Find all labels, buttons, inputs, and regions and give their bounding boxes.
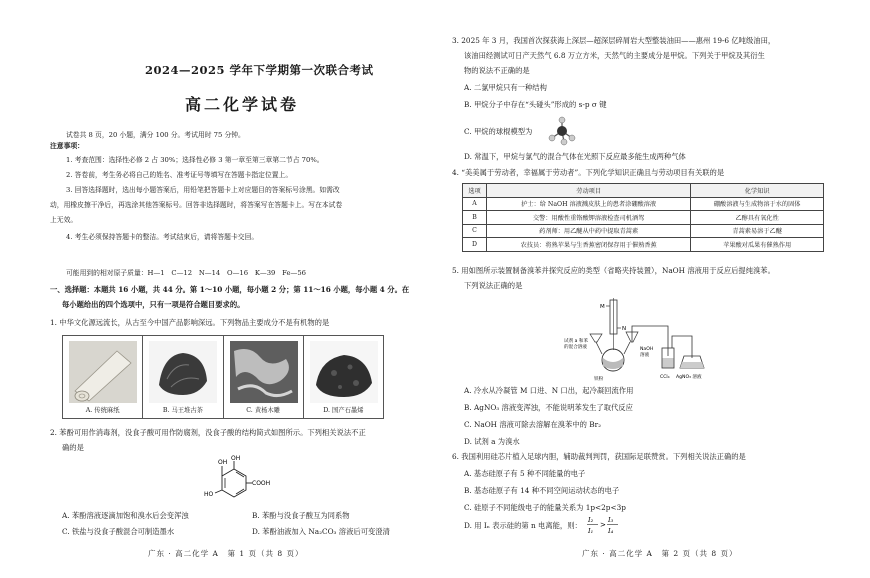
table-cell: D bbox=[463, 238, 487, 252]
iron-label: 铁粉 bbox=[594, 377, 604, 382]
fraction-operator: > bbox=[600, 521, 606, 529]
image-cell bbox=[63, 336, 143, 418]
image-caption: D. 国产石墨烯 bbox=[323, 407, 364, 414]
cooh-label: COOH bbox=[252, 480, 271, 487]
fraction-denominator: I₄ bbox=[608, 527, 614, 535]
section-heading: 一、选择题：本题共 16 小题，共 44 分。第 1～10 小题，每小题 2 分；第 11～16 小题，每小题 4 分。在 bbox=[50, 285, 410, 294]
tea-image bbox=[149, 341, 217, 403]
question-6-option-c: C. 硅原子不同能级电子的能量关系为 1p<2p<3p bbox=[464, 503, 626, 512]
gallic-acid-structure bbox=[196, 455, 272, 507]
question-2-option-d: D. 苯酚油液加入 Na₂CO₃ 溶液后可变澄清 bbox=[252, 527, 390, 536]
intro-text: 试卷共 8 页，20 小题，满分 100 分。考试用时 75 分钟。 bbox=[66, 131, 245, 139]
question-3-option-d: D. 常温下，甲烷与氯气的混合气体在光照下反应最多能生成两种气体 bbox=[464, 152, 686, 161]
question-6-option-b: B. 基态硅原子有 14 种不同空间运动状态的电子 bbox=[464, 486, 620, 495]
notice-line: 1. 考查范围：选择性必修 2 占 30%；选择性必修 3 第一章至第三章第二节占 70%。 bbox=[66, 156, 324, 164]
table-cell: 农技员：将熟苹果与生香蕉密闭保存用于催熟香蕉 bbox=[487, 238, 691, 252]
table-header: 化学知识 bbox=[691, 184, 824, 198]
oh-label: OH bbox=[231, 455, 241, 462]
condenser-port-n: N bbox=[622, 326, 627, 332]
notice-line: 2. 答卷前，考生务必将自己的姓名、准考证号等填写在答题卡指定位置上。 bbox=[66, 171, 293, 179]
bromobenzene-apparatus-diagram bbox=[560, 296, 730, 384]
wood-carving-image bbox=[230, 341, 298, 403]
question-6-option-d: D. 用 Iₙ 表示硅的第 n 电离能，则： bbox=[464, 521, 582, 530]
question-1-stem: 1. 中华文化源远流长，从古至今中国产品影响深远。下列物品主要成分不是有机物的是 bbox=[50, 318, 330, 327]
agno3-label: AgNO₃ 溶液 bbox=[676, 375, 702, 380]
ho-label: HO bbox=[204, 491, 214, 498]
table-cell: 药剂师：用乙醚从中药中提取青蒿素 bbox=[487, 224, 691, 238]
fraction-numerator: I₂ bbox=[588, 516, 594, 524]
notice-line: 上无效。 bbox=[50, 216, 78, 224]
question-2-option-b: B. 苯酚与没食子酸互为同系物 bbox=[252, 511, 350, 520]
question-3-option-c: C. 甲烷的球棍模型为 bbox=[464, 127, 533, 136]
table-cell: 乙醇具有氧化性 bbox=[691, 211, 824, 225]
fraction-numerator: I₃ bbox=[608, 516, 614, 524]
methane-ball-stick-model bbox=[548, 116, 576, 146]
question-2-stem: 确的是 bbox=[62, 443, 84, 452]
naoh-label: NaOH bbox=[640, 347, 654, 352]
question-6-stem: 6. 我国利用硅芯片植入足球内胆，辅助裁判判罚，获国际足联赞赏。下列相关说法正确的是 bbox=[452, 452, 746, 461]
question-2-stem: 2. 苯酚可用作消毒剂，没食子酸可用作防腐剂，没食子酸的结构简式如图所示。下列相关说法不正 bbox=[50, 428, 366, 437]
table-row bbox=[463, 224, 824, 238]
table-cell: 交警：用酸性重铬酸钾溶液检查司机酒驾 bbox=[487, 211, 691, 225]
table-cell: 护士：给 NaOH 溶液溅皮肤上的患者涂硼酸溶液 bbox=[487, 197, 691, 211]
question-3-option-a: A. 二氯甲烷只有一种结构 bbox=[464, 83, 547, 92]
notice-line: 3. 回答选择题时，选出每小题答案后，用铅笔把答题卡上对应题目的答案标号涂黑。如需改 bbox=[66, 186, 340, 194]
ccl4-label: CCl₄ bbox=[660, 375, 670, 380]
question-2-option-c: C. 铁盐与没食子酸混合可制造墨水 bbox=[62, 527, 175, 536]
question-4-table bbox=[462, 183, 824, 252]
notice-heading: 注意事项： bbox=[50, 142, 84, 150]
section-heading: 每小题给出的四个选项中，只有一项是符合题目要求的。 bbox=[62, 300, 245, 309]
image-caption: C. 黄杨木雕 bbox=[246, 407, 281, 414]
subject-title: 高二化学试卷 bbox=[185, 95, 300, 114]
question-6-option-a: A. 基态硅原子有 5 种不同能量的电子 bbox=[464, 469, 586, 478]
question-4-stem: 4. “美美属于劳动者，幸福属于劳动者”。下列化学知识正确且与劳动项目有关联的是 bbox=[452, 168, 725, 177]
table-cell: 青蒿素易溶于乙醚 bbox=[691, 224, 824, 238]
table-cell: B bbox=[463, 211, 487, 225]
oh-label: OH bbox=[218, 459, 228, 466]
question-5-option-a: A. 冷水从冷凝管 M 口进、N 口出，起冷凝回流作用 bbox=[464, 386, 634, 395]
reagent-label: 试剂 a 和苯 bbox=[564, 339, 589, 344]
image-cell bbox=[143, 336, 223, 418]
notice-line: 4. 考生必须保持答题卡的整洁。考试结束后，请将答题卡交回。 bbox=[66, 233, 259, 241]
page-footer: 广东 · 高二化学 A 第 1 页（共 8 页） bbox=[148, 549, 304, 558]
table-row bbox=[463, 211, 824, 225]
question-3-stem: 该油田经测试可日产天然气 6.8 万立方米，天然气的主要成分是甲烷。下列关于甲烷及其衍生 bbox=[464, 51, 765, 60]
question-2-option-a: A. 苯酚溶液逐滴加饱和溴水后会变浑浊 bbox=[62, 511, 189, 520]
table-cell: 硼酸溶液与生成物溶于水的固体 bbox=[691, 197, 824, 211]
table-cell: 苹果酸对瓜果有催熟作用 bbox=[691, 238, 824, 252]
table-row bbox=[463, 238, 824, 252]
question-3-stem: 物的说法不正确的是 bbox=[464, 66, 530, 75]
ionization-energy-fraction bbox=[586, 513, 622, 537]
graphene-image bbox=[310, 341, 378, 403]
image-cell bbox=[304, 336, 383, 418]
table-header: 劳动项目 bbox=[487, 184, 691, 198]
fraction-denominator: I₁ bbox=[588, 527, 594, 535]
notice-line: 动，用橡皮擦干净后，再选涂其他答案标号。回答非选择题时，将答案写在答题卡上。写在本试卷 bbox=[50, 201, 343, 209]
exam-title: 2024—2025 学年下学期第一次联合考试 bbox=[145, 63, 374, 77]
question-5-option-d: D. 试剂 a 为溴水 bbox=[464, 437, 520, 446]
image-caption: B. 马王堆古茶 bbox=[162, 407, 203, 414]
reagent-label: 的混合溶液 bbox=[564, 345, 587, 350]
paper-roll-image bbox=[69, 341, 137, 403]
table-header: 选项 bbox=[463, 184, 487, 198]
question-5-option-c: C. NaOH 溶液可除去溶解在溴苯中的 Br₂ bbox=[464, 420, 602, 429]
naoh-label: 溶液 bbox=[640, 353, 650, 358]
table-cell: A bbox=[463, 197, 487, 211]
question-1-images bbox=[62, 335, 384, 419]
question-3-option-b: B. 甲烷分子中存在“头碰头”形成的 s-p σ 键 bbox=[464, 100, 607, 109]
image-cell bbox=[224, 336, 304, 418]
table-row bbox=[463, 197, 824, 211]
atomic-masses: 可能用到的相对原子质量：H—1 C—12 N—14 O—16 K—39 Fe—56 bbox=[66, 269, 306, 277]
page-footer: 广东 · 高二化学 A 第 2 页（共 8 页） bbox=[582, 549, 738, 558]
question-5-stem: 下列说法正确的是 bbox=[464, 281, 523, 290]
condenser-port-m: M bbox=[600, 304, 605, 310]
question-5-stem: 5. 用如图所示装置制备溴苯并探究反应的类型（省略夹持装置），NaOH 溶液用于反应后提纯溴苯。 bbox=[452, 266, 775, 275]
image-caption: A. 传统麻纸 bbox=[85, 407, 120, 414]
table-cell: C bbox=[463, 224, 487, 238]
question-5-option-b: B. AgNO₃ 溶液变浑浊，不能说明苯发生了取代反应 bbox=[464, 403, 633, 412]
question-3-stem: 3. 2025 年 3 月，我国首次探获海上深层—超深层碎屑岩大型整装油田——惠州 19-6 亿吨级油田， bbox=[452, 36, 776, 45]
